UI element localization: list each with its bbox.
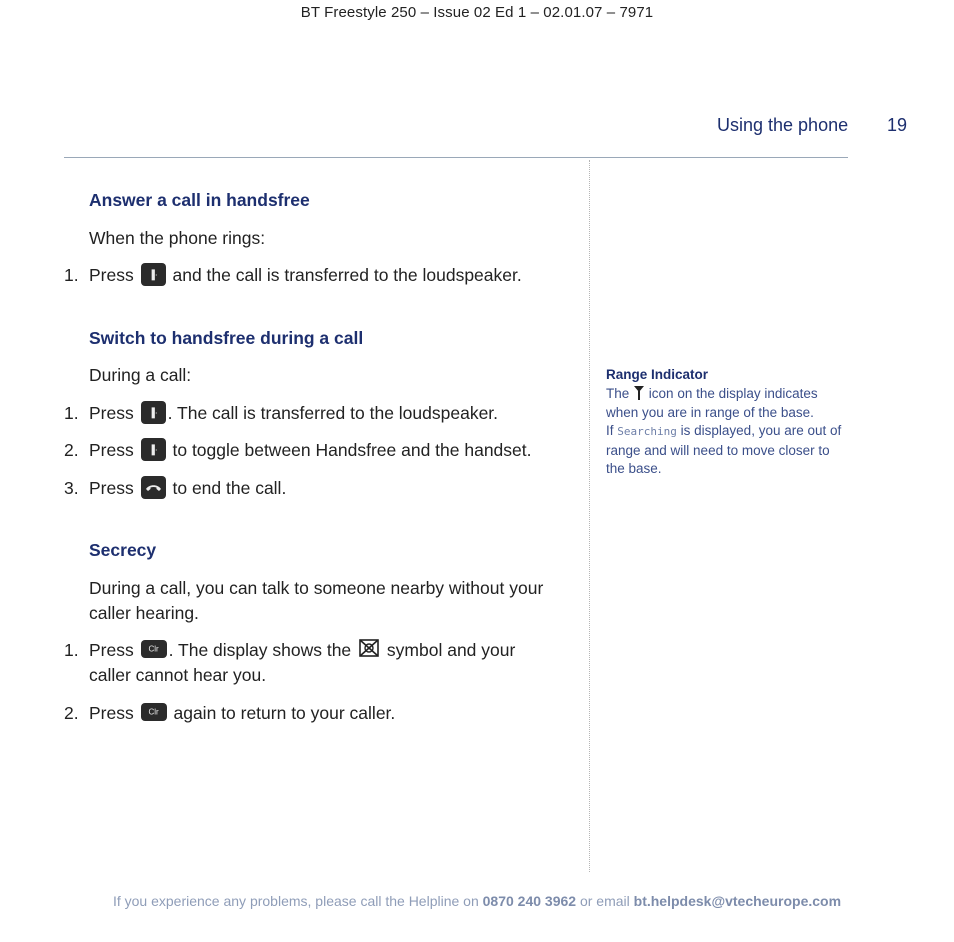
step-number: 1.	[64, 640, 79, 660]
sidebar-text: The	[606, 386, 630, 401]
step-text: . The display shows the	[168, 640, 352, 660]
step-number: 2.	[64, 703, 79, 723]
switch-intro: During a call:	[89, 365, 192, 385]
clr-label: Clr	[148, 644, 159, 654]
handsfree-button-icon: ▐·	[141, 401, 166, 424]
header-rule	[64, 157, 848, 158]
step-text: Press	[89, 440, 134, 460]
step-text: Press	[89, 265, 134, 285]
document-id-header: BT Freestyle 250 – Issue 02 Ed 1 – 02.01.07 – 7971	[300, 4, 654, 21]
secrecy-mute-symbol-icon	[358, 638, 380, 658]
step-text: and the call is transferred to the loudspeaker.	[172, 265, 522, 285]
answer-intro: When the phone rings:	[89, 228, 266, 248]
footer-text: or email	[579, 893, 630, 909]
sidebar-note	[606, 385, 846, 479]
step-text: to toggle between Handsfree and the handset.	[172, 440, 532, 460]
helpline-phone: 0870 240 3962	[482, 893, 577, 909]
page-number: 19	[887, 115, 908, 135]
helpline-footer	[0, 893, 954, 909]
footer-text: If you experience any problems, please call the Helpline on	[112, 893, 479, 909]
antenna-range-icon	[633, 385, 645, 401]
secrecy-intro: During a call, you can talk to someone nearby without your caller hearing.	[89, 578, 544, 623]
step-text: to end the call.	[172, 478, 287, 498]
helpdesk-email: bt.helpdesk@vtecheurope.com	[633, 893, 842, 909]
display-text-searching: Searching	[617, 425, 677, 438]
step-text: Press	[89, 640, 134, 660]
step-number: 2.	[64, 440, 79, 460]
sidebar-title: Range Indicator	[606, 367, 709, 382]
handsfree-button-icon: ▐·	[141, 263, 166, 286]
clr-button-icon	[141, 703, 167, 721]
step-number: 1.	[64, 265, 79, 285]
sidebar-text: is displayed, you are out of range and will need to move closer to the base.	[606, 423, 842, 476]
step-number: 1.	[64, 403, 79, 423]
column-divider	[589, 160, 590, 872]
section-title: Using the phone	[717, 115, 849, 135]
step-text: . The call is transferred to the loudspeaker.	[167, 403, 499, 423]
handsfree-button-icon: ▐·	[141, 438, 166, 461]
step-text: Press	[89, 403, 134, 423]
secrecy-heading: Secrecy	[89, 540, 157, 560]
step-text: Press	[89, 703, 134, 723]
step-text: symbol and your caller cannot hear you.	[89, 640, 516, 685]
switch-heading: Switch to handsfree during a call	[89, 328, 364, 348]
clr-label: Clr	[148, 707, 159, 717]
sidebar-text: icon on the display indicates when you are in range of the base.	[606, 386, 818, 420]
end-call-button-icon	[141, 476, 166, 499]
step-number: 3.	[64, 478, 79, 498]
step-text: Press	[89, 478, 134, 498]
answer-heading: Answer a call in handsfree	[89, 190, 310, 210]
step-text: again to return to your caller.	[173, 703, 396, 723]
sidebar-text: If	[606, 423, 614, 438]
clr-button-icon	[141, 640, 167, 658]
